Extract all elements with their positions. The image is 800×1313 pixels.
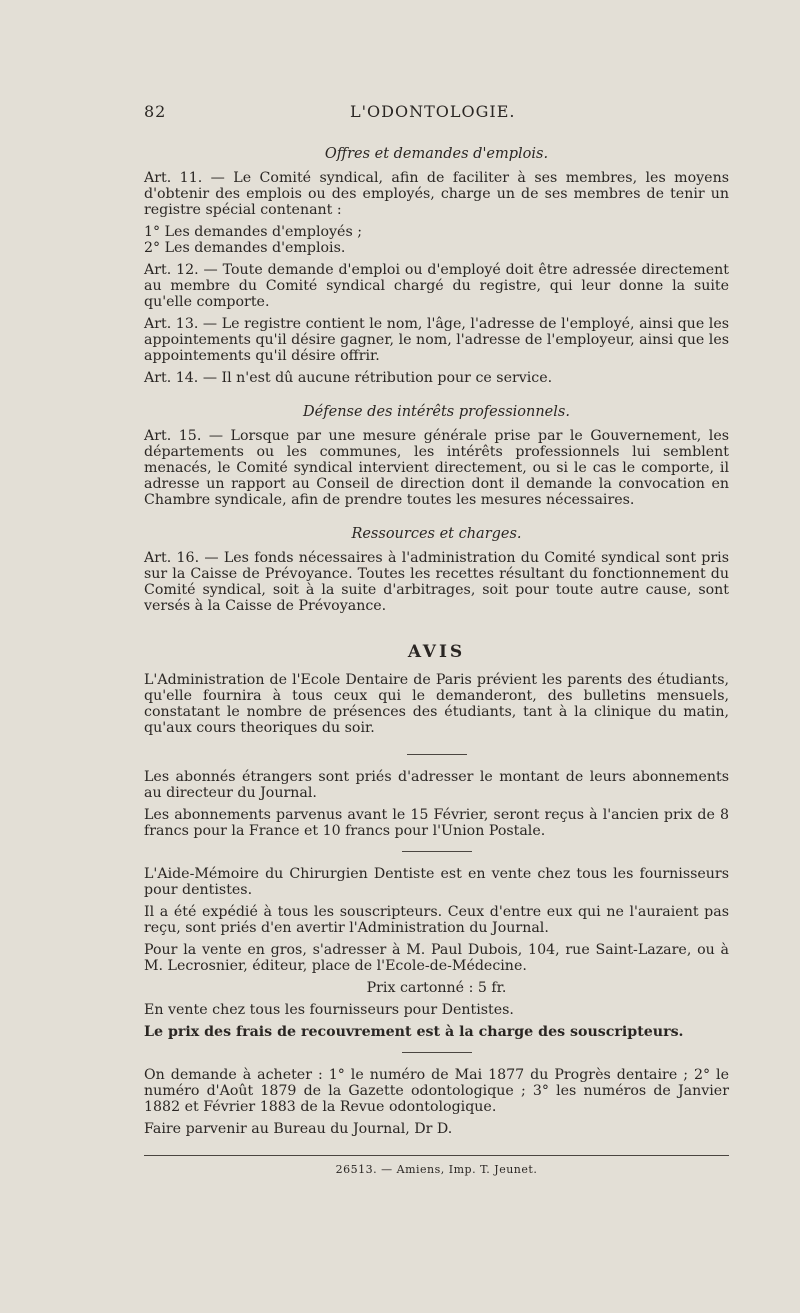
article-11: Art. 11. — Le Comité syndical, afin de faciliter à ses membres, les moyens d'obtenir des emplois ou des employés, charge un de ses membres de tenir un registre spécial contenant : <box>144 170 729 218</box>
document-page <box>144 100 729 1178</box>
avis-paragraph-7: En vente chez tous les fournisseurs pour Dentistes. <box>144 1002 514 1018</box>
avis-paragraph-4: L'Aide-Mémoire du Chirurgien Dentiste est en vente chez tous les fournisseurs pour dentistes. <box>144 866 729 898</box>
section-title-offres: Offres et demandes d'emplois. <box>324 146 549 162</box>
article-13: Art. 13. — Le registre contient le nom, l'âge, l'adresse de l'employé, ainsi que les appointements qu'il désire gagner, le nom, l'adresse de l'employeur, ainsi que les appointements qu'il désire offrir. <box>144 316 729 364</box>
avis-paragraph-10: Faire parvenir au Bureau du Journal, Dr D. <box>144 1121 453 1137</box>
separator-rule <box>407 754 467 755</box>
avis-heading: AVIS <box>407 642 466 662</box>
avis-paragraph-3: Les abonnements parvenus avant le 15 Février, seront reçus à l'ancien prix de 8 francs pour la France et 10 francs pour l'Union Postale. <box>144 807 729 839</box>
printer-imprint: 26513. — Amiens, Imp. T. Jeunet. <box>335 1163 538 1176</box>
avis-paragraph-8: Le prix des frais de recouvrement est à la charge des souscripteurs. <box>144 1024 684 1040</box>
page-number: 82 <box>144 102 167 121</box>
separator-rule <box>402 1052 472 1053</box>
avis-paragraph-1: L'Administration de l'Ecole Dentaire de Paris prévient les parents des étudiants, qu'elle fournira à tous ceux qui le demanderont, des bulletins mensuels, constatant le nombre de présences des étudiants, tant à la clinique du matin, qu'aux cours theoriques du soir. <box>144 672 729 736</box>
avis-paragraph-5: Il a été expédié à tous les souscripteurs. Ceux d'entre eux qui ne l'auraient pas reçu, sont priés d'en avertir l'Administration du Journal. <box>144 904 729 936</box>
separator-rule <box>402 851 472 852</box>
article-16: Art. 16. — Les fonds nécessaires à l'administration du Comité syndical sont pris sur la Caisse de Prévoyance. Toutes les recettes résultant du fonctionnement du Comité syndical, soit à la suite d'arbitrages, soit pour toute autre cause, sont versés à la Caisse de Prévoyance. <box>144 550 729 614</box>
avis-paragraph-9: On demande à acheter : 1° le numéro de Mai 1877 du Progrès dentaire ; 2° le numéro d'Août 1879 de la Gazette odontologique ; 3° les numéros de Janvier 1882 et Février 1883 de la Revue odontologique. <box>144 1067 729 1115</box>
article-14: Art. 14. — Il n'est dû aucune rétribution pour ce service. <box>144 370 553 386</box>
article-12: Art. 12. — Toute demande d'emploi ou d'employé doit être adressée directement au membre du Comité syndical chargé du registre, qui leur donne la suite qu'elle comporte. <box>144 262 729 310</box>
avis-paragraph-6: Pour la vente en gros, s'adresser à M. Paul Dubois, 104, rue Saint-Lazare, ou à M. Lecrosnier, éditeur, place de l'Ecole-de-Médecine. <box>144 942 729 974</box>
price-line: Prix cartonné : 5 fr. <box>366 980 507 996</box>
footer-rule <box>144 1155 729 1156</box>
avis-paragraph-2: Les abonnés étrangers sont priés d'adresser le montant de leurs abonnements au directeur du Journal. <box>144 769 729 801</box>
section-title-ressources: Ressources et charges. <box>351 526 522 542</box>
journal-title: L'ODONTOLOGIE. <box>350 102 516 121</box>
section-title-defense: Défense des intérêts professionnels. <box>303 404 570 420</box>
article-11-item-1: 1° Les demandes d'employés ; <box>144 224 363 240</box>
page-header <box>144 100 729 126</box>
article-11-item-2: 2° Les demandes d'emplois. <box>144 240 346 256</box>
article-15: Art. 15. — Lorsque par une mesure générale prise par le Gouvernement, les départements ou les communes, les intérêts professionnels lui semblent menacés, le Comité syndical intervient directement, ou si le cas le comporte, il adresse un rapport au Conseil de direction dont il demande la convocation en Chambre syndicale, afin de prendre toutes les mesures nécessaires. <box>144 428 729 508</box>
